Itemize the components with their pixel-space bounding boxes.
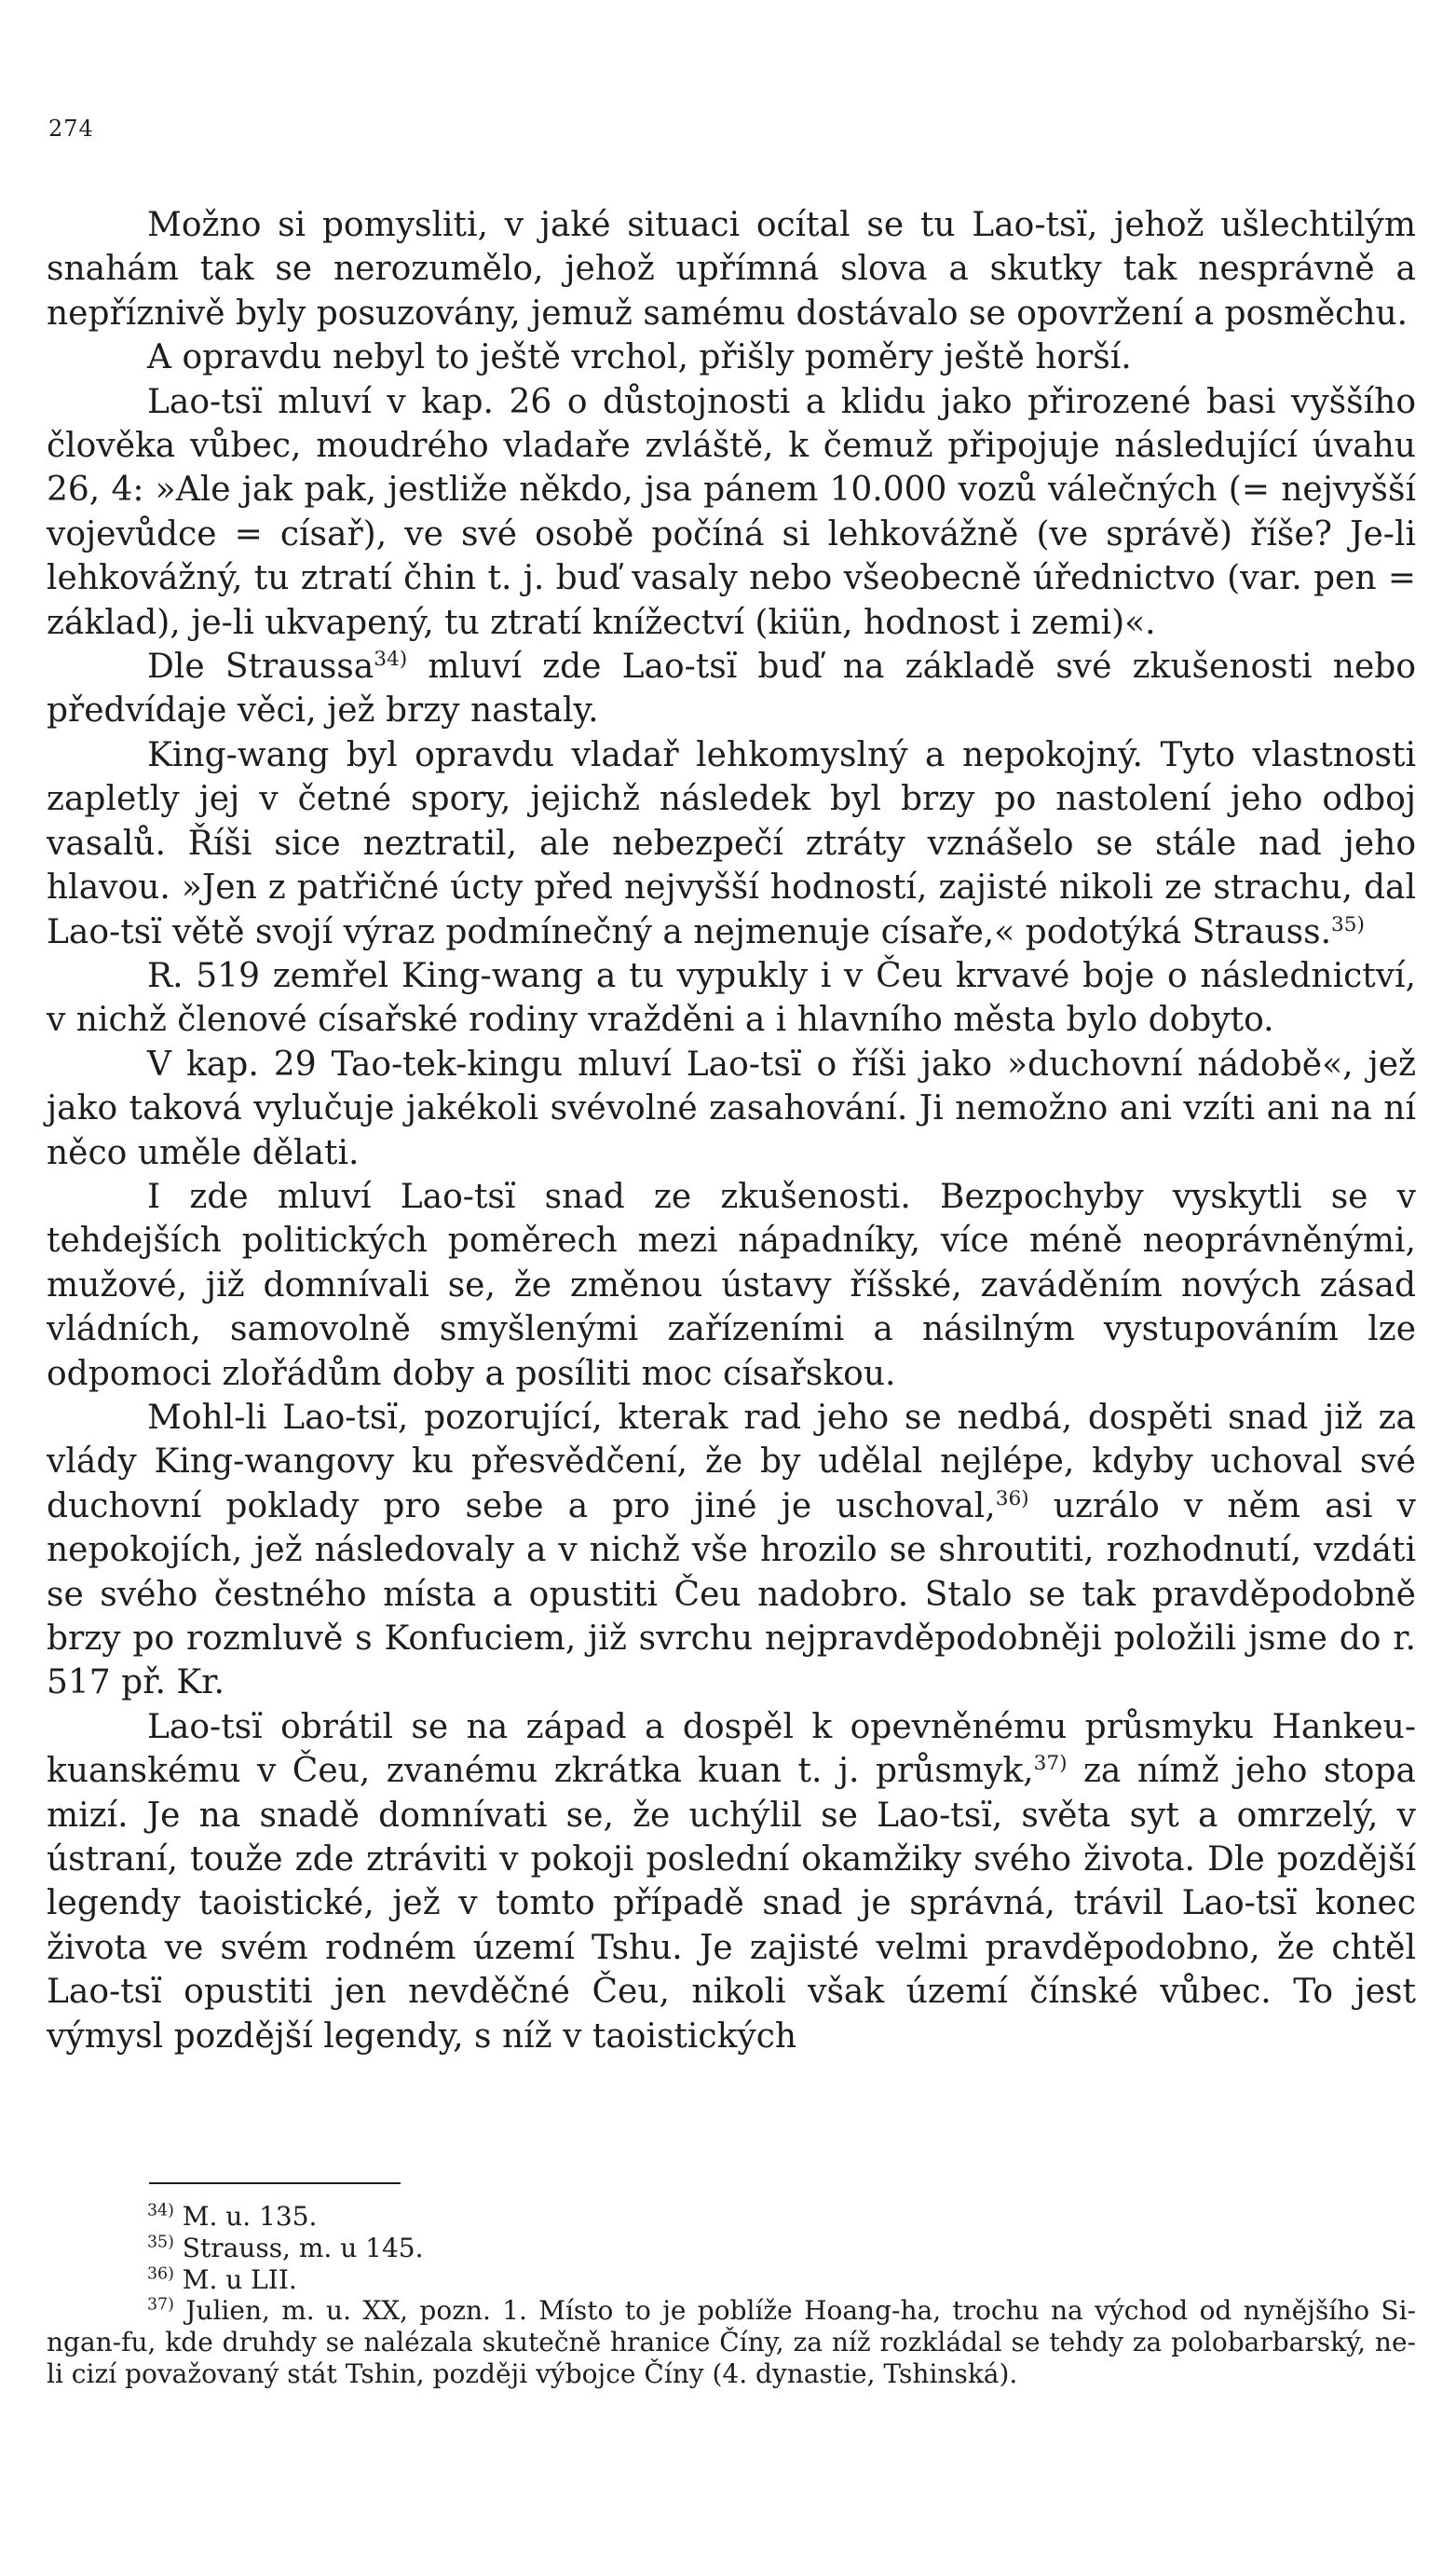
footnote-ref: 36) — [995, 1486, 1029, 1510]
footnote-text: M. u. 135. — [173, 2201, 318, 2232]
footnotes — [47, 2201, 1416, 2390]
paragraph-text: za nímž jeho stopa mizí. Je na snadě domnívati se, že uchýlil se Lao-tsï, světa syt a omrzelý, v ústraní, touže zde ztráviti v pokoji poslední okamžiky svého života. Dle pozdější legendy taoistické, jež v tomto případě snad je správná, trávil Lao-tsï konec života ve svém rodném území Tshu. Je zajisté velmi pravděpodobno, že chtěl Lao-tsï opustiti jen nevděčné Čeu, nikoli však území čínské vůbec. To jest výmysl pozdější legendy, s níž v taoistických — [47, 1752, 1416, 2056]
paragraph-text: uzrálo v něm asi v nepokojích, jež následovaly a v nichž vše hrozilo se shroutiti, rozhodnutí, vzdáti se svého čestného místa a opustiti Čeu nadobro. Stalo se tak pravděpodobně brzy po rozmluvě s Konfuciem, již svrchu nejpravděpodobněji položili jsme do r. 517 př. Kr. — [47, 1486, 1416, 1702]
footnote-ref: 37) — [1033, 1752, 1068, 1776]
footnote — [47, 2264, 1416, 2296]
paragraph-text: Dle Straussa — [147, 648, 374, 687]
paragraph: Lao-tsï mluví v kap. 26 o důstojnosti a klidu jako přirozené basi vyššího člověka vůbec, moudrého vladaře zvláště, k čemuž připojuje následující úvahu 26, 4: »Ale jak pak, jestliže někdo, jsa pánem 10.000 vozů válečných (= nejvyšší vojevůdce = císař), ve své osobě počíná si lehkovážně (ve správě) říše? Je-li lehkovážný, tu ztratí čhin t. j. buď vasaly nebo všeobecně úřednictvo (var. pen = základ), je-li ukvapený, tu ztratí knížectví (kiün, hodnost i zemi)«. — [47, 382, 1416, 642]
footnote-mark: 34) — [147, 2201, 174, 2221]
paragraph — [47, 645, 1416, 733]
paragraph-text: mluví zde Lao-tsï buď na základě své zkušenosti nebo předvídaje věci, jež brzy nastaly. — [47, 648, 1416, 731]
footnote-text: Julien, m. u. XX, pozn. 1. Místo to je poblíže Hoang-ha, trochu na východ od nynějšího Si-ngan-fu, kde druhdy se nalézala skutečně hranice Číny, za níž rozkládal se tehdy za polobarbarský, ne-li cizí považovaný stát Tshin, později výbojce Číny (4. dynastie, Tshinská). — [47, 2295, 1416, 2389]
footnote-divider — [149, 2182, 401, 2184]
footnote-mark: 37) — [147, 2296, 174, 2316]
footnote-text: Strauss, m. u 145. — [173, 2232, 424, 2263]
footnote-mark: 36) — [147, 2264, 174, 2284]
footnote-ref: 34) — [374, 648, 408, 672]
paragraph: R. 519 zemřel King-wang a tu vypukly i v Čeu krvavé boje o následnictví, v nichž členové císařské rodiny vražděni a i hlavního města bylo dobyto. — [47, 956, 1416, 1040]
footnote-text: M. u LII. — [173, 2263, 297, 2295]
paragraph: I zde mluví Lao-tsï snad ze zkušenosti. Bezpochyby vyskytli se v tehdejších politických poměrech mezi nápadníky, více méně neoprávněnými, mužové, již domnívali se, že změnou ústavy říšské, zaváděním nových zásad vládních, samovolně smyšlenými zařízeními a násilným vystupováním lze odpomoci zlořádům doby a posíliti moc císařskou. — [47, 1177, 1416, 1393]
footnote — [47, 2233, 1416, 2264]
footnote — [47, 2201, 1416, 2233]
paragraph — [47, 1396, 1416, 1705]
paragraph: A opravdu nebyl to ještě vrchol, přišly poměry ještě horší. — [147, 338, 1132, 377]
page-number: 274 — [48, 116, 94, 142]
paragraph-text: Mohl-li Lao-tsï, pozorující, kterak rad jeho se nedbá, dospěti snad již za vlády King-wangovy ku přesvědčení, že by udělal nejlépe, kdyby uchoval své duchovní poklady pro sebe a pro jiné je uschoval, — [47, 1398, 1416, 1525]
body-text — [47, 203, 1416, 2058]
paragraph-text: Lao-tsï obrátil se na západ a dospěl k opevněnému průsmyku Hankeu-kuanskému v Čeu, zvanému zkrátka kuan t. j. průsmyk, — [47, 1707, 1416, 1791]
paragraph: Možno si pomysliti, v jaké situaci ocítal se tu Lao-tsï, jehož ušlechtilým snahám tak se nerozumělo, jehož upřímná slova a skutky tak nesprávně a nepříznivě byly posuzovány, jemuž samému dostávalo se opovržení a posměchu. — [47, 206, 1416, 333]
footnote — [47, 2295, 1416, 2389]
footnote-ref: 35) — [1331, 912, 1365, 936]
paragraph: V kap. 29 Tao-tek-kingu mluví Lao-tsï o říši jako »duchovní nádobě«, jež jako taková vylučuje jakékoli svévolné zasahování. Ji nemožno ani vzíti ani na ní něco uměle dělati. — [47, 1045, 1416, 1172]
paragraph — [47, 1705, 1416, 2058]
paragraph — [47, 733, 1416, 954]
footnote-mark: 35) — [147, 2233, 174, 2252]
paragraph-text: King-wang byl opravdu vladař lehkomyslný a nepokojný. Tyto vlastnosti zapletly jej v četné spory, jejichž následek byl brzy po nastolení jeho odboj vasalů. Říši sice neztratil, ale nebezpečí ztráty vznášelo se stále nad jeho hlavou. »Jen z patřičné úcty před nejvyšší hodností, zajisté nikoli ze strachu, dal Lao-tsï větě svojí výraz podmínečný a nejmenuje císaře,« podotýká Strauss. — [47, 735, 1416, 951]
